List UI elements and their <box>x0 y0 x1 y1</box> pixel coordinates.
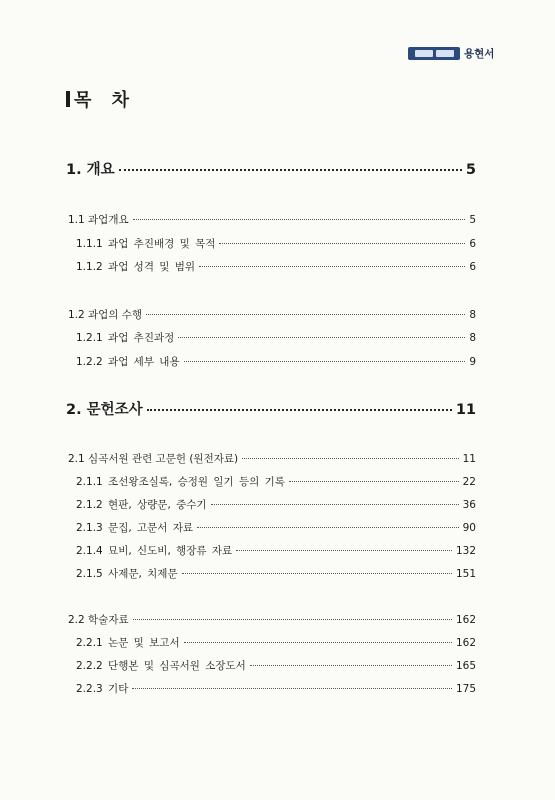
toc-entry-title: 1.2.1 과업 추진과정 <box>76 332 175 344</box>
heading-bar-icon <box>66 91 70 107</box>
toc-entry-title: 2.2 학술자료 <box>68 614 129 626</box>
publisher-logo <box>408 45 494 61</box>
toc-entry-2-2-1[interactable] <box>76 635 476 650</box>
toc-entry-title: 2.2.1 논문 및 보고서 <box>76 637 180 649</box>
toc-entry-page: 175 <box>455 683 476 695</box>
toc-entry-page: 8 <box>469 309 476 321</box>
toc-entry-1-2-2[interactable] <box>76 354 476 369</box>
toc-entry-page: 36 <box>462 499 476 511</box>
toc-entry-1-1[interactable] <box>68 212 476 227</box>
leader-dots <box>147 409 452 411</box>
leader-dots <box>236 550 452 551</box>
toc-entry-2-2[interactable] <box>68 612 476 627</box>
toc-entry-title: 1.1.1 과업 추진배경 및 목적 <box>76 238 216 250</box>
toc-entry-page: 162 <box>455 614 476 626</box>
toc-entry-1-1-1[interactable] <box>76 236 476 251</box>
toc-entry-title: 1. 개요 <box>66 162 115 178</box>
toc-entry-title: 1.1.2 과업 성격 및 범위 <box>76 261 196 273</box>
toc-entry-title: 2.1 심곡서원 관련 고문헌 (원전자료) <box>68 453 239 465</box>
toc-entry-2-2-2[interactable] <box>76 658 476 673</box>
toc-entry-2-1-1[interactable] <box>76 474 476 489</box>
toc-entry-title: 1.1 과업개요 <box>68 214 129 226</box>
leader-dots <box>197 527 459 528</box>
toc-entry-title: 2.1.2 현판, 상량문, 중수기 <box>76 499 207 511</box>
toc-entry-page: 6 <box>469 238 476 250</box>
toc-entry-2-1-5[interactable] <box>76 566 476 581</box>
toc-entry-chapter-1[interactable] <box>66 158 476 179</box>
toc-entry-title: 2.2.2 단행본 및 심곡서원 소장도서 <box>76 660 246 672</box>
leader-dots <box>219 243 465 244</box>
toc-entry-page: 151 <box>455 568 476 580</box>
leader-dots <box>119 169 462 171</box>
leader-dots <box>184 361 466 362</box>
toc-entry-1-2[interactable] <box>68 307 476 322</box>
toc-heading-text: 목 차 <box>74 90 137 111</box>
toc-entry-page: 11 <box>462 453 476 465</box>
toc-entry-title: 2.1.5 사제문, 치제문 <box>76 568 178 580</box>
toc-entry-title: 2.1.3 문집, 고문서 자료 <box>76 522 194 534</box>
toc-entry-2-2-3[interactable] <box>76 681 476 696</box>
toc-entry-page: 6 <box>469 261 476 273</box>
leader-dots <box>211 504 459 505</box>
leader-dots <box>242 458 459 459</box>
leader-dots <box>182 573 452 574</box>
leader-dots <box>146 314 465 315</box>
toc-entry-page: 162 <box>455 637 476 649</box>
toc-heading <box>66 86 136 112</box>
toc-entry-2-1-2[interactable] <box>76 497 476 512</box>
toc-entry-2-1[interactable] <box>68 451 476 466</box>
toc-entry-page: 5 <box>469 214 476 226</box>
toc-entry-page: 8 <box>469 332 476 344</box>
toc-entry-1-2-1[interactable] <box>76 330 476 345</box>
leader-dots <box>289 481 459 482</box>
toc-entry-page: 11 <box>455 402 476 418</box>
publisher-name: 용현서 <box>464 47 495 60</box>
leader-dots <box>250 665 452 666</box>
book-logo-icon <box>408 47 460 60</box>
leader-dots <box>199 266 465 267</box>
leader-dots <box>178 337 465 338</box>
toc-entry-page: 5 <box>465 162 476 178</box>
toc-entry-page: 165 <box>455 660 476 672</box>
leader-dots <box>184 642 452 643</box>
toc-entry-title: 2.2.3 기타 <box>76 683 129 695</box>
toc-entry-page: 9 <box>469 356 476 368</box>
toc-entry-title: 2.1.1 조선왕조실록, 승정원 일기 등의 기록 <box>76 476 285 488</box>
toc-entry-title: 2. 문헌조사 <box>66 402 143 418</box>
toc-entry-chapter-2[interactable] <box>66 398 476 419</box>
toc-entry-page: 90 <box>462 522 476 534</box>
toc-entry-title: 1.2.2 과업 세부 내용 <box>76 356 180 368</box>
toc-entry-title: 2.1.4 묘비, 신도비, 행장류 자료 <box>76 545 233 557</box>
toc-entry-2-1-3[interactable] <box>76 520 476 535</box>
leader-dots <box>133 619 452 620</box>
toc-entry-2-1-4[interactable] <box>76 543 476 558</box>
leader-dots <box>132 688 452 689</box>
toc-entry-page: 22 <box>462 476 476 488</box>
toc-entry-title: 1.2 과업의 수행 <box>68 309 143 321</box>
leader-dots <box>133 219 466 220</box>
toc-entry-1-1-2[interactable] <box>76 259 476 274</box>
toc-entry-page: 132 <box>455 545 476 557</box>
